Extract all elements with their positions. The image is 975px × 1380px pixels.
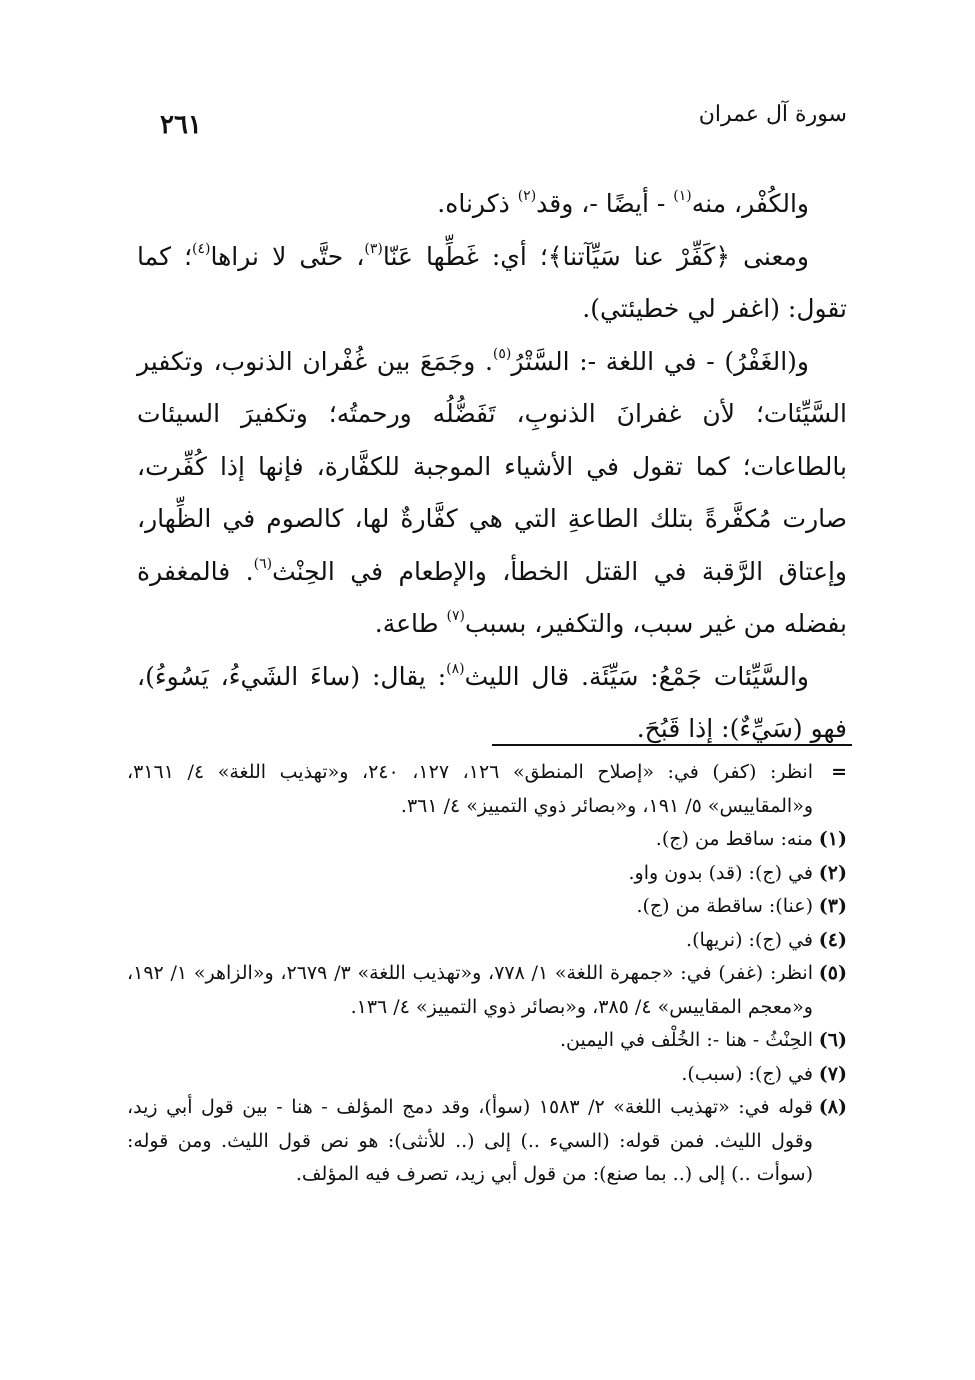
footnote-text: (عنا): ساقطة من (ج). bbox=[636, 895, 813, 917]
footnote-item bbox=[127, 1024, 847, 1058]
footnote-marker: (٢) bbox=[818, 861, 847, 884]
footnote-item bbox=[127, 1091, 847, 1192]
footnote-text: في (ج): (نريها). bbox=[686, 928, 813, 951]
footnote-reference: (٢) bbox=[517, 188, 537, 204]
main-text bbox=[137, 178, 847, 756]
footnote-marker: (١) bbox=[818, 828, 847, 850]
footnote-item bbox=[127, 756, 847, 823]
footnote-marker: (٧) bbox=[818, 1062, 847, 1085]
footnote-text: انظر: (كفر) في: «إصلاح المنطق» ١٢٦، ١٢٧، ٢٤٠، و«تهذيب اللغة» ٤/ ٣١٦١، و«المقاييس» ٥/ ١٩١، و«بصائر ذوي التمييز» ٤/ ٣٦١. bbox=[127, 761, 813, 817]
footnote-marker: (٥) bbox=[818, 962, 847, 984]
footnote-reference: (٥) bbox=[492, 345, 512, 362]
footnote-item bbox=[127, 823, 847, 857]
page-header bbox=[160, 96, 847, 146]
footnote-text: في (ج): (قد) بدون واو. bbox=[628, 861, 813, 884]
footnote-item bbox=[127, 890, 847, 924]
footnote-item bbox=[127, 857, 847, 891]
footnote-text: الحِنْثُ - هنا -: الخُلْف في اليمين. bbox=[560, 1029, 813, 1051]
text-segment: ومعنى ﴿كَفِّرْ عنا سَيِّآتنا﴾؛ أي: غَطِّها عَنّا bbox=[382, 241, 809, 271]
footnote-marker: (٨) bbox=[818, 1096, 847, 1118]
footnote-marker: (٦) bbox=[818, 1029, 847, 1051]
footnote-text: انظر: (غفر) في: «جمهرة اللغة» ١/ ٧٧٨، و«تهذيب اللغة» ٣/ ٢٦٧٩، و«الزاهر» ١/ ١٩٢، و«معجم المقاييس» ٤/ ٣٨٥، و«بصائر ذوي التمييز» ٤/ ١٣٦. bbox=[127, 962, 813, 1018]
footnote-reference: (١) bbox=[673, 188, 692, 204]
text-segment: و(الغَفْرُ) - في اللغة -: السَّتْرُ bbox=[511, 346, 809, 376]
body-paragraph bbox=[137, 231, 847, 336]
footnote-reference: (٤) bbox=[192, 240, 211, 257]
footnote-item bbox=[127, 1058, 847, 1092]
footnotes-section bbox=[127, 756, 847, 1192]
footnote-marker: (٤) bbox=[818, 928, 847, 951]
text-segment: . فالمغفرة بفضله من غير سبب، والتكفير، بسبب bbox=[137, 556, 847, 638]
text-segment: طاعة. bbox=[374, 609, 447, 638]
text-segment: - أيضًا -، وقد bbox=[536, 189, 674, 218]
body-paragraph bbox=[137, 651, 847, 756]
page-number: ٢٦١ bbox=[160, 110, 202, 140]
footnote-text: قوله في: «تهذيب اللغة» ٢/ ١٥٨٣ (سوأ)، وقد دمج المؤلف - هنا - بين قول أبي زيد، وقول الليث. فمن قوله: (السيء ..) إلى (.. للأنثى): هو نص قول الليث. ومن قوله: (سوأت ..) إلى (.. بما صنع): من قول أبي زيد، تصرف فيه المؤلف. bbox=[127, 1096, 813, 1185]
footnote-marker: (٣) bbox=[818, 895, 847, 917]
body-paragraph bbox=[137, 178, 847, 231]
text-segment: ذكرناه. bbox=[437, 189, 518, 218]
footnote-reference: (٨) bbox=[446, 660, 465, 677]
body-paragraph bbox=[137, 336, 847, 651]
footnote-item bbox=[127, 924, 847, 958]
footnote-text: في (ج): (سبب). bbox=[681, 1062, 813, 1085]
text-segment: . وجَمَعَ بين غُفْران الذنوب، وتكفير السَّيِّئات؛ لأن غفرانَ الذنوبِ، تَفَضُّلُه ورحمتُه؛ وتكفيرَ السيئات بالطاعات؛ كما تقول في الأشياء الموجبة للكفَّارة، فإنها إذا كُفِّرت، صارت مُكفَّرةً بتلك الطاعةِ التي هي كفَّارةٌ لها، كالصوم في الظِّهار، وإعتاق الرَّقبة في القتل الخطأ، والإطعام في الحِنْث bbox=[137, 346, 848, 586]
footnote-reference: (٧) bbox=[446, 608, 465, 624]
text-segment: ، حتَّى لا نراها bbox=[210, 241, 365, 271]
running-header-surah-name: سورة آل عمران bbox=[698, 102, 847, 127]
text-segment: : يقال: (ساءَ الشَيءُ، يَسُوءُ)، فهو (سَيِّءٌ): إذا قَبُحَ. bbox=[137, 661, 847, 743]
footnote-separator bbox=[492, 744, 852, 746]
footnote-text: منه: ساقط من (ج). bbox=[655, 828, 813, 850]
text-segment: ؛ كما تقول: (اغفر لي خطيئتي). bbox=[137, 241, 847, 323]
text-segment: والسَّيِّئات جَمْعُ: سَيِّئَة. قال الليث bbox=[464, 661, 809, 691]
footnote-item bbox=[127, 957, 847, 1024]
footnote-marker: = bbox=[831, 761, 847, 783]
footnote-reference: (٦) bbox=[253, 555, 273, 572]
text-segment: والكُفْر، منه bbox=[691, 189, 809, 218]
footnote-reference: (٣) bbox=[364, 240, 383, 257]
